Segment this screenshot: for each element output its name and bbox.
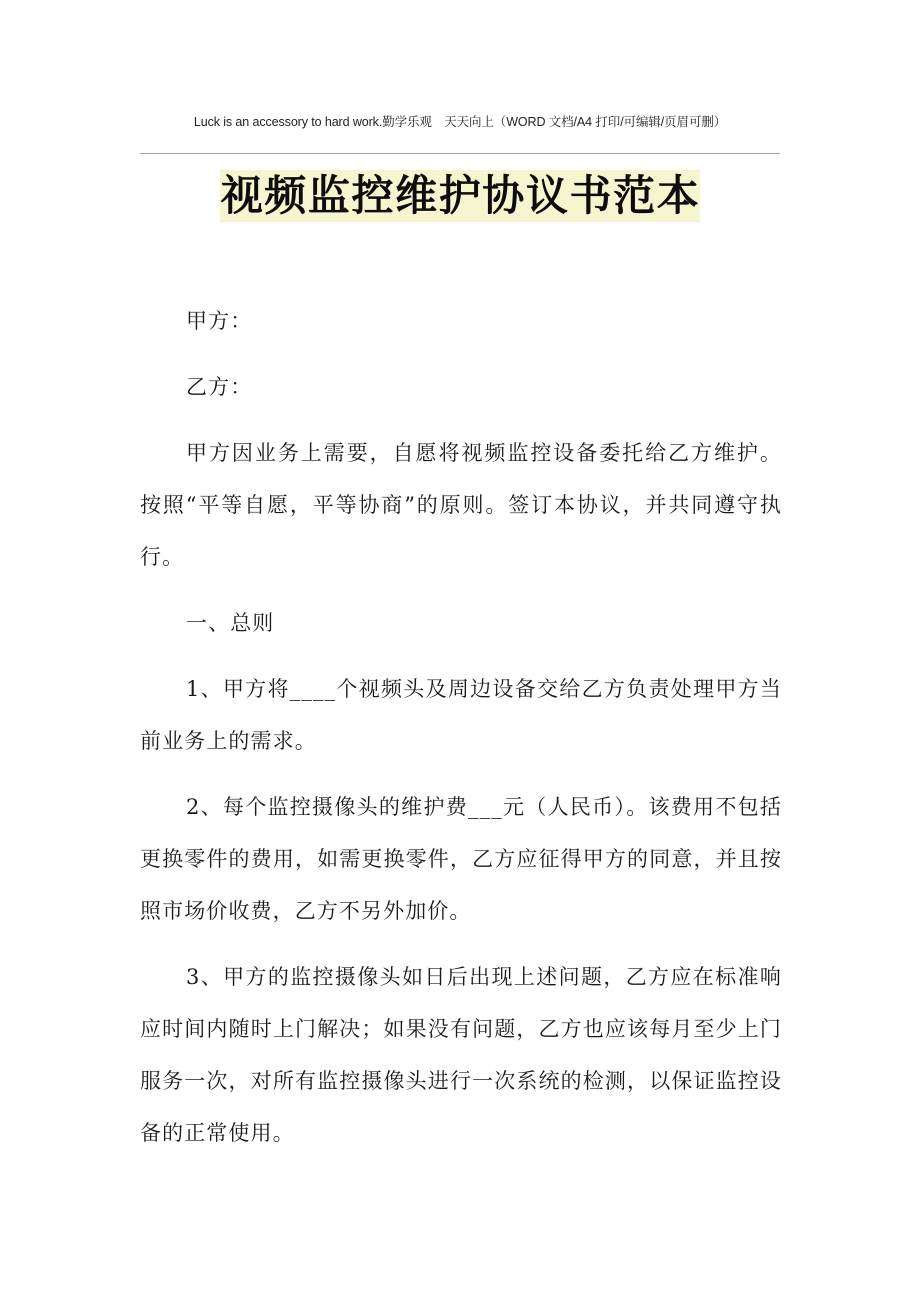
page-header: Luck is an accessory to hard work.勤学乐观 天天向上（WORD 文档/A4 打印/可编辑/页眉可删） <box>193 115 727 129</box>
intro-paragraph: 甲方因业务上需要，自愿将视频监控设备委托给乙方维护。按照“平等自愿，平等协商”的原则。签订本协议，并共同遵守执行。 <box>140 441 782 569</box>
document-title: 视频监控维护协议书范本 <box>220 171 701 220</box>
title-container <box>0 170 920 222</box>
section-heading: 一、总则 <box>186 611 275 635</box>
document-body <box>140 295 782 1173</box>
party-a-line: 甲方： <box>186 309 253 333</box>
clause-3: 3、甲方的监控摄像头如日后出现上述问题，乙方应在标准响应时间内随时上门解决；如果没有问题，乙方也应该每月至少上门服务一次，对所有监控摄像头进行一次系统的检测，以保证监控设备的正常使用。 <box>140 965 782 1145</box>
clause-2: 2、每个监控摄像头的维护费___元（人民币）。该费用不包括更换零件的费用，如需更换零件，乙方应征得甲方的同意，并且按照市场价收费，乙方不另外加价。 <box>140 795 782 923</box>
header-divider <box>140 153 780 154</box>
party-b-line: 乙方： <box>186 375 253 399</box>
clause-1: 1、甲方将____个视频头及周边设备交给乙方负责处理甲方当前业务上的需求。 <box>140 677 782 753</box>
